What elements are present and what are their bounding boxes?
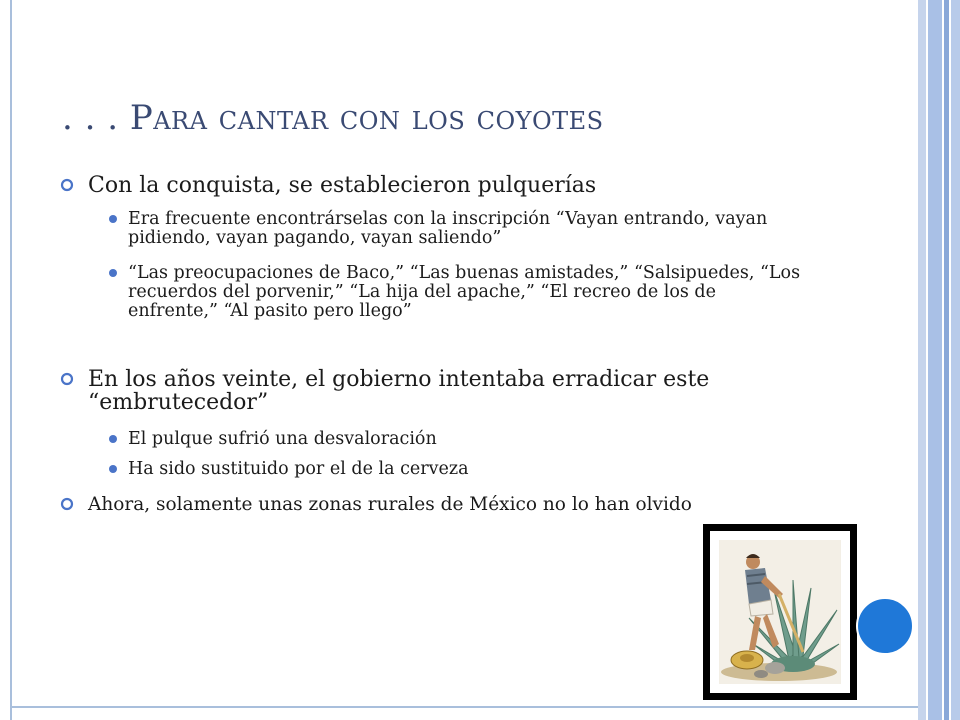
illustration-frame	[703, 524, 857, 700]
slide-title: . . . Para cantar con los coyotes	[62, 98, 604, 138]
dot-bullet-icon	[109, 215, 117, 223]
bullet-text: Era frecuente encontrárselas con la inscripción “Vayan entrando, vayan pidiendo, vayan pagando, vayan saliendo”	[128, 209, 768, 248]
accent-circle	[856, 597, 914, 655]
ring-bullet-icon	[60, 497, 74, 511]
bullet-level1	[88, 494, 808, 516]
ring-bullet-icon	[60, 178, 74, 192]
bullet-level2	[128, 264, 808, 321]
illustration-mat	[710, 531, 850, 693]
bullet-level1	[88, 174, 808, 197]
bullet-text: Ha sido sustituido por el de la cerveza	[128, 459, 469, 479]
bullet-text: En los años veinte, el gobierno intentaba erradicar este “embrutecedor”	[88, 367, 710, 415]
bullet-level2	[128, 210, 808, 248]
illustration-man-harvesting-agave-icon	[719, 540, 841, 684]
bullet-level2	[128, 460, 808, 479]
bullet-level1	[88, 368, 788, 414]
right-decorative-stripes	[918, 0, 960, 720]
bullet-level2	[128, 430, 808, 449]
dot-bullet-icon	[109, 465, 117, 473]
bullet-text: Con la conquista, se establecieron pulquerías	[88, 173, 597, 198]
bullet-text: El pulque sufrió una desvaloración	[128, 429, 437, 449]
bullet-text: “Las preocupaciones de Baco,” “Las buenas amistades,” “Salsipuedes, “Los recuerdos del porvenir,” “La hija del apache,” “El recreo de los de enfrente,” “Al pasito pero llego”	[128, 263, 801, 321]
dot-bullet-icon	[109, 435, 117, 443]
dot-bullet-icon	[109, 269, 117, 277]
bullet-text: Ahora, solamente unas zonas rurales de México no lo han olvido	[88, 494, 692, 515]
ring-bullet-icon	[60, 372, 74, 386]
